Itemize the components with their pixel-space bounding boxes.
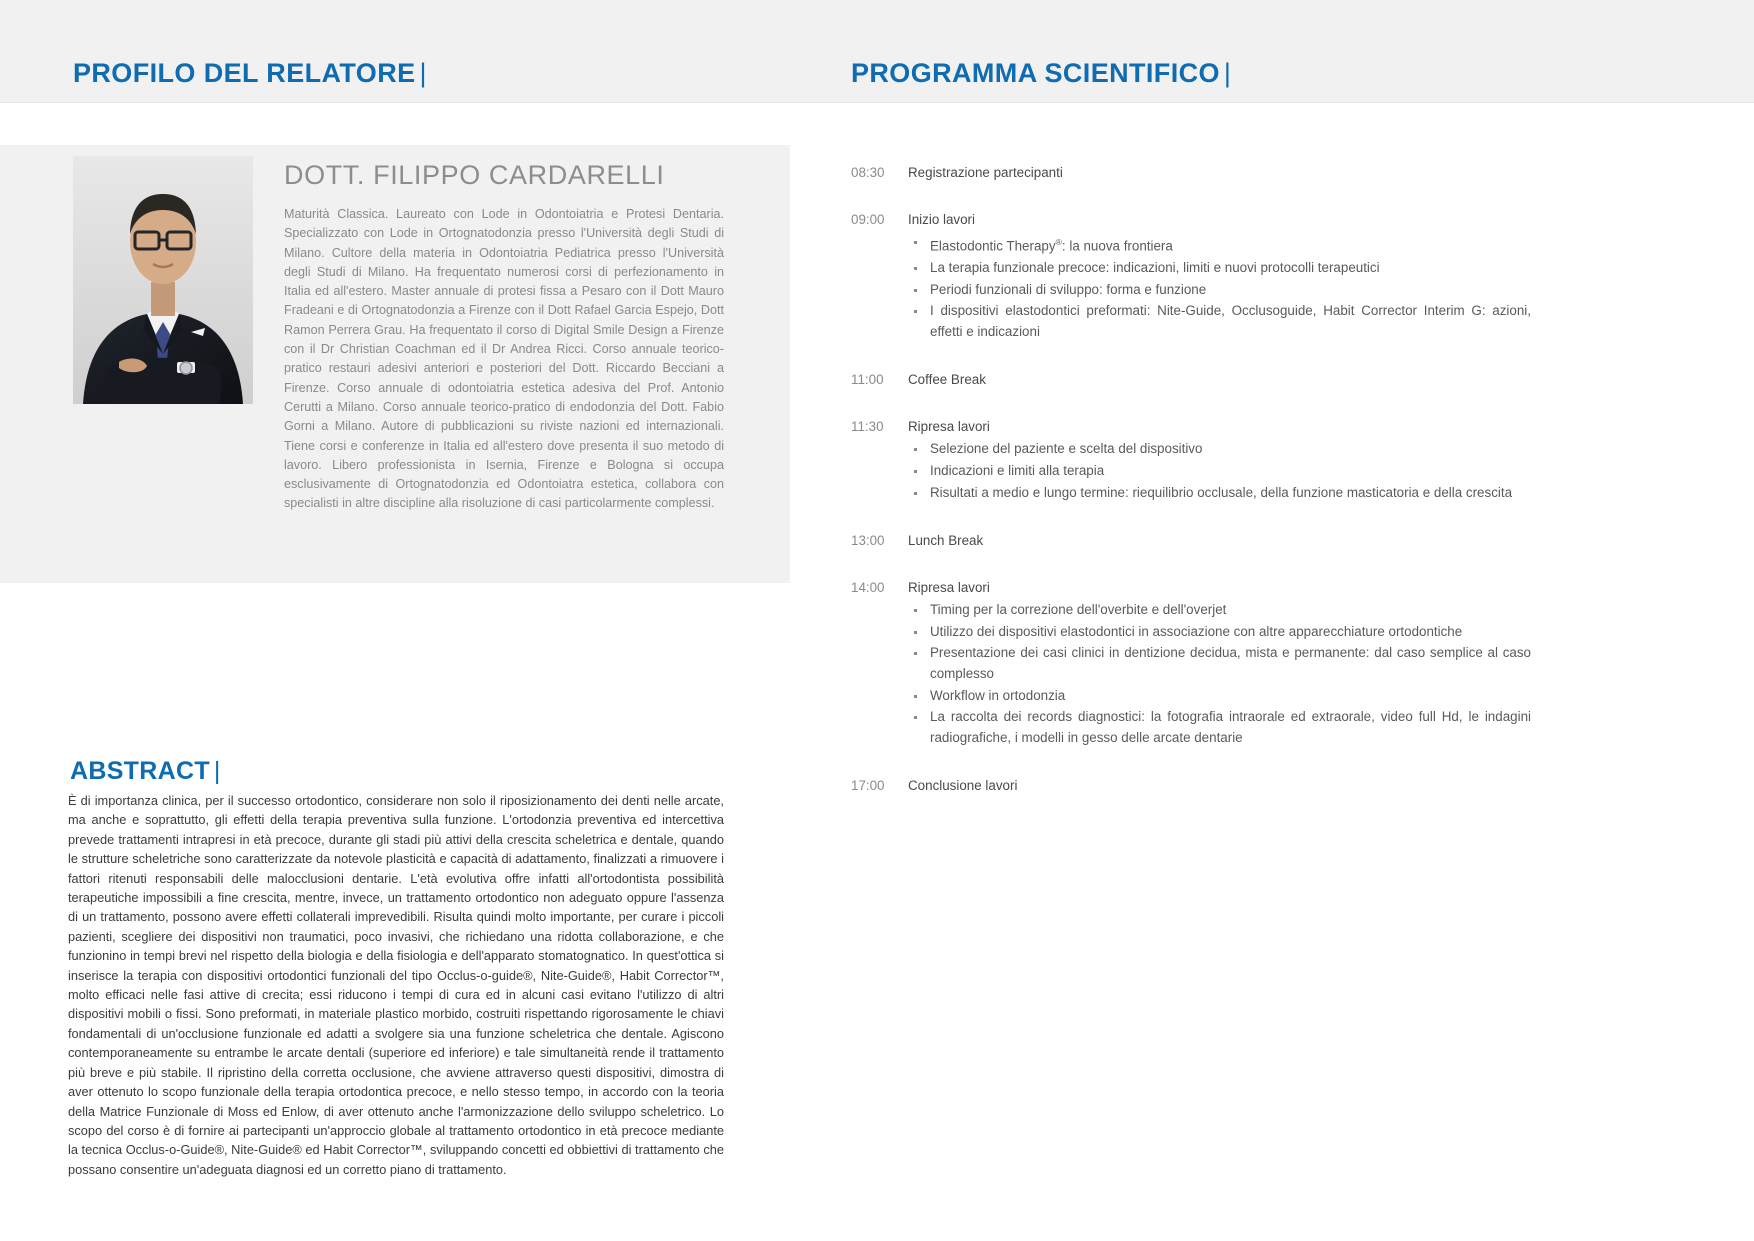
program-topic-item: Presentazione dei casi clinici in dentizione decidua, mista e permanente: dal caso semplice al caso complesso <box>908 643 1531 684</box>
program-block <box>851 370 1531 390</box>
program-block-body <box>907 210 1531 343</box>
title-pipe-left: | <box>419 58 427 88</box>
program-topic-item: Indicazioni e limiti alla terapia <box>908 461 1531 482</box>
program-block <box>851 417 1531 504</box>
abstract-heading-text: ABSTRACT <box>70 757 210 785</box>
program-label: Lunch Break <box>908 533 984 549</box>
program-label: Coffee Break <box>908 372 986 388</box>
speaker-panel <box>0 145 790 583</box>
program-block <box>851 578 1531 749</box>
abstract-pipe: | <box>213 757 221 785</box>
program-topic-item: Periodi funzionali di sviluppo: forma e funzione <box>908 280 1531 301</box>
program-time: 17:00 <box>851 778 885 794</box>
speaker-text-block <box>284 160 724 514</box>
program-block-body <box>907 417 1531 504</box>
program-topic-item: Workflow in ortodonzia <box>908 686 1531 707</box>
program-block-body <box>907 370 1531 390</box>
program-block <box>851 210 1531 343</box>
program-label: Ripresa lavori <box>908 580 990 596</box>
speaker-name: DOTT. FILIPPO CARDARELLI <box>284 160 665 190</box>
page-title-programma-scientifico <box>851 58 1231 89</box>
program-label: Conclusione lavori <box>908 778 1018 794</box>
speaker-bio: Maturità Classica. Laureato con Lode in Odontoiatria e Protesi Dentaria. Specializzato con Lode in Ortognatodonzia presso l'Università degli Studi di Milano. Cultore della materia in Odontoiatria Pediatrica presso l'Università degli Studi di Milano. Ha frequentato numerosi corsi di perfezionamento in Italia ed all'estero. Master annuale di protesi fissa a Pesaro con il Dott Mauro Fradeani e di Ortognatodonzia a Firenze con il Dott Rafael Garcia Espejo, Dott Ramon Perrera Grau. Ha frequentato il corso di Digital Smile Design a Firenze con il Dr Christian Coachman ed il Dr Andrea Ricci. Corso annuale teorico-pratico restauri adesivi anteriori e posteriori del Dott. Riccardo Becciani a Firenze. Corso annuale di odontoiatria estetica adesiva del Prof. Antonio Cerutti a Milano. Corso annuale teorico-pratico di endodonzia del Dott. Fabio Gorni a Milano. Autore di pubblicazioni su riviste nazioni ed internazionali. Tiene corsi e conferenze in Italia ed all'estero dove presenta il suo metodo di lavoro. Libero professionista in Isernia, Firenze e Bologna si occupa esclusivamente di Ortognatodonzia ed Odontoiatra estetica, collabora con specialisti in altre discipline alla risoluzione di casi particolarmente complessi. <box>284 207 724 511</box>
page-title-programma-scientifico-text: PROGRAMMA SCIENTIFICO <box>851 58 1220 88</box>
abstract-heading <box>70 757 221 786</box>
program-label: Registrazione partecipanti <box>908 165 1063 180</box>
program-topic-list <box>908 232 1531 342</box>
program-schedule <box>851 163 1531 823</box>
program-block-body <box>907 531 1531 551</box>
program-block-body <box>907 578 1531 749</box>
program-label: Ripresa lavori <box>908 419 990 435</box>
program-block-body <box>907 163 1531 183</box>
header-divider <box>0 102 1754 103</box>
page-title-profilo-relatore <box>73 58 427 89</box>
program-topic-item: Utilizzo dei dispositivi elastodontici in associazione con altre apparecchiature ortodontiche <box>908 622 1531 643</box>
program-topic-item: Selezione del paziente e scelta del dispositivo <box>908 439 1531 460</box>
program-block-body <box>907 776 1531 796</box>
program-block <box>851 776 1531 796</box>
program-topic-item: Risultati a medio e lungo termine: riequilibrio occlusale, della funzione masticatoria e della crescita <box>908 483 1531 504</box>
program-block <box>851 163 1531 183</box>
program-topic-item: Elastodontic Therapy®: la nuova frontiera <box>908 232 1531 257</box>
title-pipe-right: | <box>1223 58 1232 88</box>
program-time: 11:30 <box>851 419 884 435</box>
registered-mark-icon: ® <box>1055 237 1062 247</box>
program-topic-item: La terapia funzionale precoce: indicazioni, limiti e nuovi protocolli terapeutici <box>908 258 1531 279</box>
page-title-profilo-relatore-text: PROFILO DEL RELATORE <box>73 58 416 88</box>
program-topic-list <box>908 600 1531 748</box>
program-time: 13:00 <box>851 533 885 549</box>
program-topic-item: La raccolta dei records diagnostici: la fotografia intraorale ed extraorale, video full Hd, le indagini radiografiche, i modelli in gesso delle arcate dentarie <box>908 707 1531 748</box>
program-topic-list <box>908 439 1531 503</box>
program-time: 14:00 <box>851 580 885 596</box>
program-time: 09:00 <box>851 212 885 227</box>
program-time: 08:30 <box>851 165 885 180</box>
program-label: Inizio lavori <box>908 212 975 227</box>
left-column <box>0 145 790 1177</box>
abstract-body: È di importanza clinica, per il successo ortodontico, considerare non solo il riposizionamento dei denti nelle arcate, ma anche e soprattutto, gli effetti della terapia preventiva sulla funzione. L'ortodonzia preventiva ed intercettiva prevede trattamenti intrapresi in età precoce, durante gli stadi più attivi della crescita scheletrica e dentale, quando le strutture scheletriche sono caratterizzate da notevole plasticità e capacità di adattamento, finalizzati a rimuovere i fattori ritenuti responsabili delle malocclusioni dentarie. L'età evolutiva offre infatti all'ortodontista possibilità terapeutiche impossibili a fine crescita, mentre, invece, un trattamento ortodontico non adeguato oppure l'assenza di un trattamento, possono avere effetti collaterali imprevedibili. Risulta quindi molto importante, per curare i piccoli pazienti, scegliere dei dispositivi non traumatici, poco invasivi, che richiedano una ridotta collaborazione, e che funzionino in tempi brevi nel rispetto della biologia e della fisiologia e dell'apparato stomatognatico. In quest'ottica si inserisce la terapia con dispositivi ortodontici funzionali del tipo Occlus-o-guide®, Nite-Guide®, Habit Corrector™, molto efficaci nelle fasi attive di crecita; essi riducono i tempi di cura ed in alcuni casi evitano l'utilizzo di altri dispositivi mobili o fissi. Sono preformati, in materiale plastico morbido, costruiti rispettando rigorosamente le chiavi fondamentali di un'occlusione funzionale ed adatti a svolgere sia una funzione scheletrica che dentale. Agiscono contemporaneamente su entrambe le arcate dentali (superiore ed inferiore) e tale simultaneità rende il trattamento più breve e più stabile. Il ripristino della corretta occlusione, che avviene attraverso questi dispositivi, dimostra di aver ottenuto lo scopo funzionale della terapia ortodontica precoce, e nello stesso tempo, in accordo con la teoria della Matrice Funzionale di Moss ed Enlow, di aver ottenuto anche l'armonizzazione dello sviluppo scheletrico. Lo scopo del corso è di fornire ai partecipanti un'approccio globale al trattamento ortodontico in età precoce mediante la tecnica Occlus-o-Guide®, Nite-Guide® ed Habit Corrector™, sviluppando concetti ed obbiettivi di trattamento che possano consentire un'adeguata diagnosi ed un corretto piano di trattamento. <box>68 793 724 1177</box>
program-topic-item: I dispositivi elastodontici preformati: Nite-Guide, Occlusoguide, Habit Corrector Interim G: azioni, effetti e indicazioni <box>908 301 1531 342</box>
speaker-portrait <box>73 156 253 404</box>
program-topic-item: Timing per la correzione dell'overbite e dell'overjet <box>908 600 1531 621</box>
program-block <box>851 531 1531 551</box>
program-time: 11:00 <box>851 372 884 388</box>
